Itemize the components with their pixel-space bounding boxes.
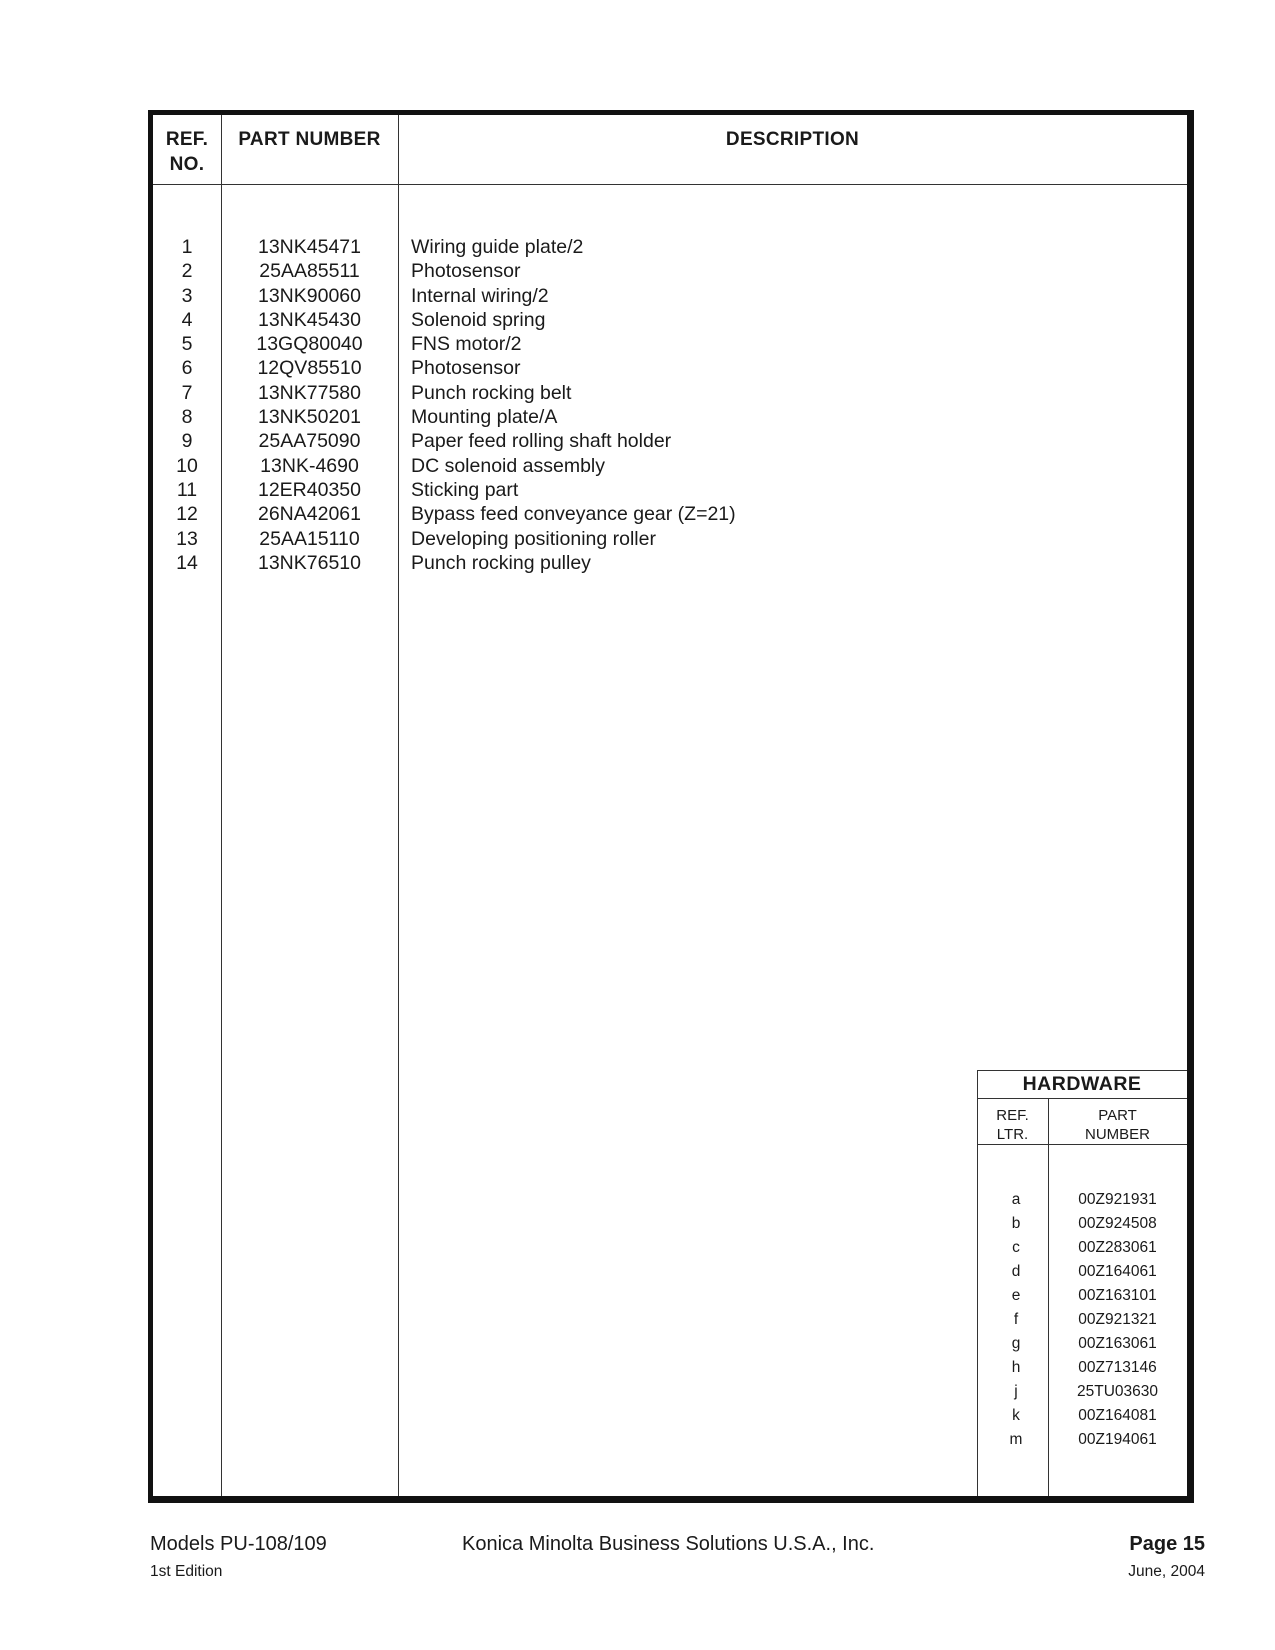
description: Photosensor [411, 260, 521, 283]
hardware-row [977, 1284, 1187, 1308]
table-row [153, 381, 1187, 405]
parts-list-table [148, 110, 1194, 1503]
header-ref-line2: NO. [169, 154, 205, 175]
hardware-ref-ltr: d [1011, 1263, 1021, 1280]
part-number: 13GQ80040 [256, 333, 363, 356]
table-row [153, 235, 1187, 259]
description: Wiring guide plate/2 [411, 236, 584, 258]
header-divider [153, 184, 1187, 185]
hardware-header-divider [977, 1144, 1187, 1145]
table-row [153, 454, 1187, 478]
description: Sticking part [411, 478, 519, 501]
table-row [153, 308, 1187, 332]
table-row [153, 356, 1187, 380]
header-ref-no [153, 127, 221, 177]
part-number: 13NK50201 [257, 406, 361, 429]
part-number: 12QV85510 [257, 357, 362, 380]
description: Developing positioning roller [411, 527, 656, 550]
table-row [153, 502, 1187, 526]
description: Internal wiring/2 [411, 284, 549, 307]
hardware-ref-ltr: b [1011, 1215, 1021, 1232]
hardware-part-number: 00Z713146 [1078, 1359, 1157, 1376]
description: FNS motor/2 [411, 333, 522, 356]
footer-models: Models PU-108/109 [150, 1533, 327, 1555]
ref-no: 2 [181, 260, 193, 283]
hardware-ref-ltr: c [1012, 1239, 1020, 1256]
ref-no: 13 [176, 527, 198, 550]
table-row [153, 527, 1187, 551]
table-row [153, 429, 1187, 453]
hardware-title: HARDWARE [1022, 1073, 1142, 1095]
ref-no: 10 [176, 454, 198, 477]
table-row [153, 551, 1187, 575]
description: DC solenoid assembly [411, 454, 606, 477]
part-number: 12ER40350 [257, 478, 361, 501]
ref-no: 6 [181, 357, 193, 380]
hardware-ref-ltr: k [1012, 1407, 1020, 1424]
part-number: 25AA15110 [259, 527, 360, 550]
hardware-header-ref-line2: LTR. [996, 1126, 1029, 1143]
part-number: 26NA42061 [257, 503, 361, 526]
table-row [153, 478, 1187, 502]
hardware-ref-ltr: a [1011, 1191, 1021, 1208]
table-row [153, 259, 1187, 283]
description: Photosensor [411, 357, 521, 380]
ref-no: 9 [181, 430, 193, 453]
hardware-row [977, 1428, 1187, 1452]
hardware-row [977, 1260, 1187, 1284]
ref-no: 14 [176, 551, 198, 574]
table-row [153, 284, 1187, 308]
header-description: DESCRIPTION [725, 129, 860, 150]
part-number: 13NK-4690 [260, 454, 359, 477]
hardware-top-border [977, 1070, 1187, 1071]
header-ref-line1: REF. [165, 129, 209, 150]
hardware-ref-ltr: j [1014, 1383, 1018, 1400]
hardware-header-ref-line1: REF. [996, 1107, 1029, 1124]
hardware-rows [977, 1188, 1187, 1452]
hardware-part-number: 00Z163061 [1078, 1335, 1157, 1352]
description: Bypass feed conveyance gear (Z=21) [411, 503, 736, 526]
description: Punch rocking pulley [411, 551, 591, 574]
part-number: 13NK90060 [257, 284, 361, 307]
footer-line-2 [150, 1563, 1205, 1585]
hardware-row [977, 1188, 1187, 1212]
footer-line-1 [150, 1533, 1205, 1561]
hardware-ref-ltr: h [1011, 1359, 1021, 1376]
hardware-row [977, 1236, 1187, 1260]
part-number: 25AA75090 [258, 430, 361, 453]
hardware-header-ref-ltr [977, 1106, 1048, 1144]
hardware-header-pn-line1: PART [1098, 1107, 1137, 1124]
ref-no: 5 [181, 333, 193, 356]
hardware-row [977, 1380, 1187, 1404]
ref-no: 3 [181, 284, 193, 307]
table-row [153, 405, 1187, 429]
hardware-part-number: 00Z921321 [1078, 1311, 1157, 1328]
ref-no: 1 [181, 236, 193, 258]
hardware-part-number: 00Z164081 [1078, 1407, 1157, 1424]
hardware-part-number: 00Z194061 [1078, 1431, 1157, 1448]
hardware-row [977, 1308, 1187, 1332]
part-number: 13NK76510 [257, 551, 361, 574]
footer-edition: 1st Edition [150, 1563, 223, 1580]
hardware-ref-ltr: g [1011, 1335, 1021, 1352]
hardware-header-part-number [1048, 1106, 1187, 1144]
hardware-row [977, 1332, 1187, 1356]
hardware-row [977, 1212, 1187, 1236]
hardware-part-number: 00Z283061 [1078, 1239, 1157, 1256]
hardware-ref-ltr: m [1009, 1431, 1023, 1448]
footer-date: June, 2004 [1128, 1563, 1205, 1580]
hardware-ref-ltr: f [1013, 1311, 1019, 1328]
hardware-row [977, 1356, 1187, 1380]
footer-page-number: Page 15 [1129, 1533, 1205, 1555]
hardware-part-number: 25TU03630 [1076, 1383, 1158, 1400]
table-row [153, 332, 1187, 356]
hardware-part-number: 00Z921931 [1078, 1191, 1157, 1208]
hardware-part-number: 00Z163101 [1078, 1287, 1157, 1304]
parts-rows [153, 235, 1187, 575]
hardware-part-number: 00Z164061 [1078, 1263, 1157, 1280]
hardware-ref-ltr: e [1011, 1287, 1021, 1304]
footer-company: Konica Minolta Business Solutions U.S.A., Inc. [462, 1533, 875, 1555]
description: Solenoid spring [411, 308, 546, 331]
part-number: 13NK45430 [257, 308, 361, 331]
part-number: 13NK45471 [257, 236, 361, 258]
ref-no: 4 [181, 308, 193, 331]
header-part-number: PART NUMBER [238, 129, 381, 150]
hardware-header-pn-line2: NUMBER [1084, 1126, 1150, 1143]
hardware-part-number: 00Z924508 [1078, 1215, 1157, 1232]
ref-no: 7 [181, 381, 193, 404]
part-number: 13NK77580 [257, 381, 361, 404]
part-number: 25AA85511 [259, 260, 360, 283]
ref-no: 12 [176, 503, 198, 526]
hardware-table [977, 1070, 1187, 1496]
hardware-row [977, 1404, 1187, 1428]
hardware-title-divider [977, 1098, 1187, 1099]
ref-no: 8 [181, 406, 193, 429]
description: Mounting plate/A [411, 406, 558, 429]
ref-no: 11 [176, 478, 198, 501]
description: Paper feed rolling shaft holder [411, 430, 672, 453]
description: Punch rocking belt [411, 381, 572, 404]
